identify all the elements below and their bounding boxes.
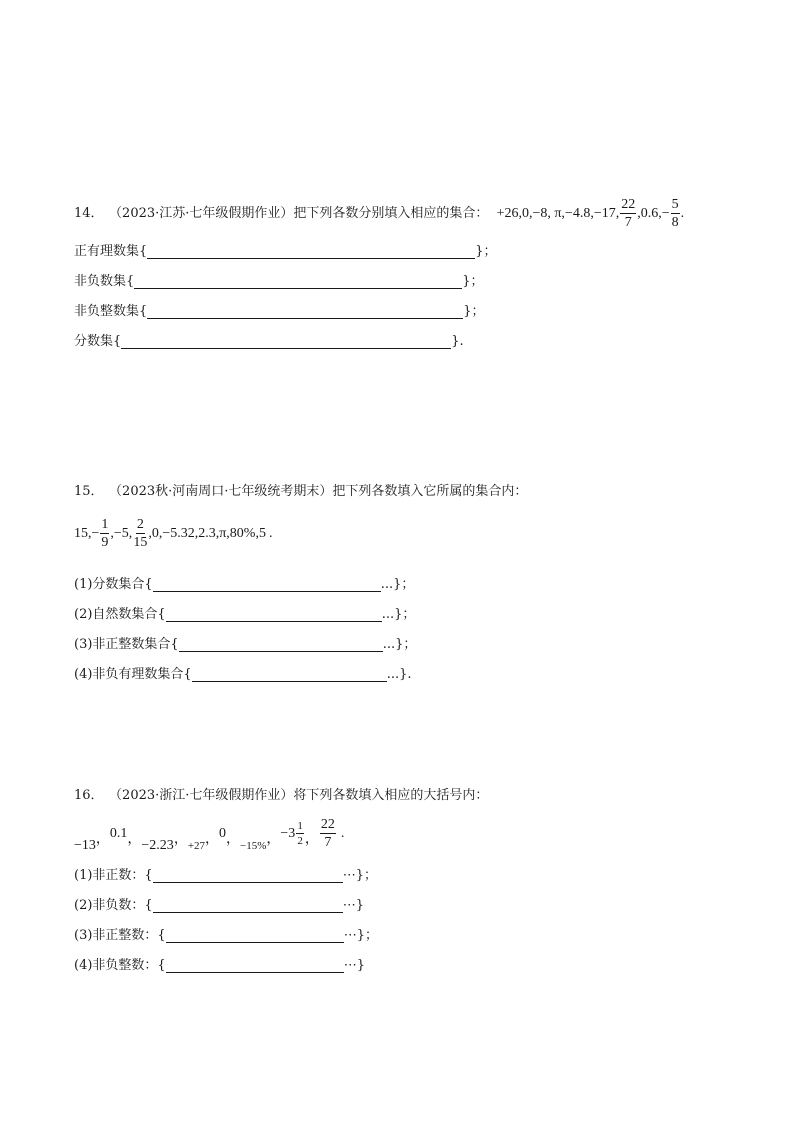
- number-item: 0: [219, 826, 227, 842]
- numerator: 2: [136, 517, 144, 532]
- period: .: [680, 206, 685, 222]
- fraction: [320, 818, 336, 850]
- answer-blank[interactable]: [147, 246, 475, 259]
- number-seq: ,0.6,−: [637, 206, 670, 222]
- set-row: [74, 864, 377, 883]
- number-item: −2.23: [141, 838, 174, 854]
- denominator: 7: [324, 835, 332, 850]
- number-item: −13: [74, 838, 96, 854]
- denominator: 7: [624, 215, 632, 230]
- set-row: [74, 954, 365, 973]
- set-label: 非负数集{: [74, 274, 135, 289]
- fraction: [296, 821, 304, 847]
- set-label: (2)自然数集合{: [74, 607, 166, 622]
- numerator: 1: [297, 820, 303, 832]
- set-close: }.: [451, 334, 464, 349]
- separator: ，: [226, 832, 241, 848]
- answer-blank[interactable]: [134, 276, 462, 289]
- answer-blank[interactable]: [147, 306, 463, 319]
- answer-blank[interactable]: [166, 960, 344, 973]
- question-14-stem: [74, 198, 684, 230]
- question-number: 14．: [74, 206, 104, 222]
- number-item: 0.1: [109, 826, 128, 842]
- denominator: 8: [671, 215, 679, 230]
- question-source: （2023秋·河南周口·七年级统考期末）: [115, 484, 333, 499]
- number-item: +27: [187, 840, 206, 853]
- question-source: （2023·浙江·七年级假期作业）: [115, 788, 294, 803]
- set-row: [74, 924, 378, 943]
- set-row: [74, 330, 464, 349]
- fraction: [620, 198, 636, 230]
- set-close: }；: [463, 304, 485, 319]
- answer-blank[interactable]: [153, 579, 381, 592]
- set-close: ...}.: [386, 667, 412, 682]
- denominator: 2: [297, 835, 303, 847]
- question-source: （2023·江苏·七年级假期作业）: [115, 206, 294, 222]
- number-item: −15%: [240, 840, 267, 853]
- answer-blank[interactable]: [166, 930, 344, 943]
- set-close: ⋯}: [343, 958, 365, 973]
- set-row: [74, 894, 364, 913]
- set-close: ⋯}；: [342, 868, 377, 883]
- set-label: (1)非正数：{: [74, 868, 153, 883]
- number-seq: +26,0,−8, π,−4.8,−17,: [496, 206, 620, 222]
- number-seq: ,−5,: [110, 526, 133, 542]
- numerator: 5: [671, 197, 679, 212]
- fraction: [133, 518, 147, 550]
- set-close: ⋯}；: [343, 928, 378, 943]
- question-15-stem: [74, 480, 527, 499]
- separator: ，: [266, 832, 281, 848]
- set-close: ...}；: [380, 577, 415, 592]
- question-text: 将下列各数填入相应的大括号内：: [293, 788, 489, 803]
- question-text: 把下列各数分别填入相应的集合：: [293, 206, 489, 222]
- question-number: 15．: [74, 484, 104, 499]
- number-seq: 15,−: [74, 526, 100, 542]
- question-number: 16．: [74, 788, 104, 803]
- set-label: (1)分数集合{: [74, 577, 153, 592]
- set-label: 非负整数集{: [74, 304, 148, 319]
- set-row: [74, 300, 485, 319]
- number-item: −3: [280, 826, 296, 842]
- question-16-stem: [74, 784, 488, 803]
- answer-blank[interactable]: [192, 669, 387, 682]
- set-close: }；: [462, 274, 484, 289]
- answer-blank[interactable]: [179, 639, 383, 652]
- period: .: [340, 826, 345, 842]
- numerator: 22: [621, 197, 636, 212]
- set-row: [74, 240, 497, 259]
- set-row: [74, 633, 416, 652]
- answer-blank[interactable]: [121, 336, 451, 349]
- number-list: [74, 817, 345, 854]
- answer-blank[interactable]: [153, 900, 343, 913]
- set-label: 分数集{: [74, 334, 122, 349]
- set-row: [74, 270, 484, 289]
- set-label: (4)非负整数：{: [74, 958, 166, 973]
- set-row: [74, 603, 415, 622]
- set-label: (4)非负有理数集合{: [74, 667, 192, 682]
- set-label: (2)非负数：{: [74, 898, 153, 913]
- period: .: [268, 526, 273, 542]
- separator: ，: [173, 832, 188, 848]
- number-list: [74, 518, 272, 550]
- question-text: 把下列各数填入它所属的集合内：: [332, 484, 528, 499]
- set-row: [74, 573, 414, 592]
- fraction: [100, 518, 109, 550]
- separator: ，: [205, 832, 220, 848]
- denominator: 9: [101, 535, 109, 550]
- set-label: 正有理数集{: [74, 244, 148, 259]
- separator: ，: [304, 832, 319, 848]
- separator: ，: [127, 832, 142, 848]
- numerator: 1: [101, 517, 109, 532]
- set-close: }；: [475, 244, 497, 259]
- set-close: ...}；: [381, 607, 416, 622]
- denominator: 15: [133, 535, 148, 550]
- fraction: [671, 198, 680, 230]
- answer-blank[interactable]: [153, 870, 343, 883]
- answer-blank[interactable]: [166, 609, 382, 622]
- set-close: ...}；: [382, 637, 417, 652]
- set-label: (3)非正整数：{: [74, 928, 166, 943]
- set-close: ⋯}: [342, 898, 364, 913]
- set-row: [74, 663, 412, 682]
- number-list: [496, 197, 685, 230]
- separator: ，: [95, 832, 110, 848]
- number-seq: ,0,−5.32,2.3,π,80%,5: [148, 526, 266, 542]
- numerator: 22: [320, 817, 335, 832]
- set-label: (3)非正整数集合{: [74, 637, 179, 652]
